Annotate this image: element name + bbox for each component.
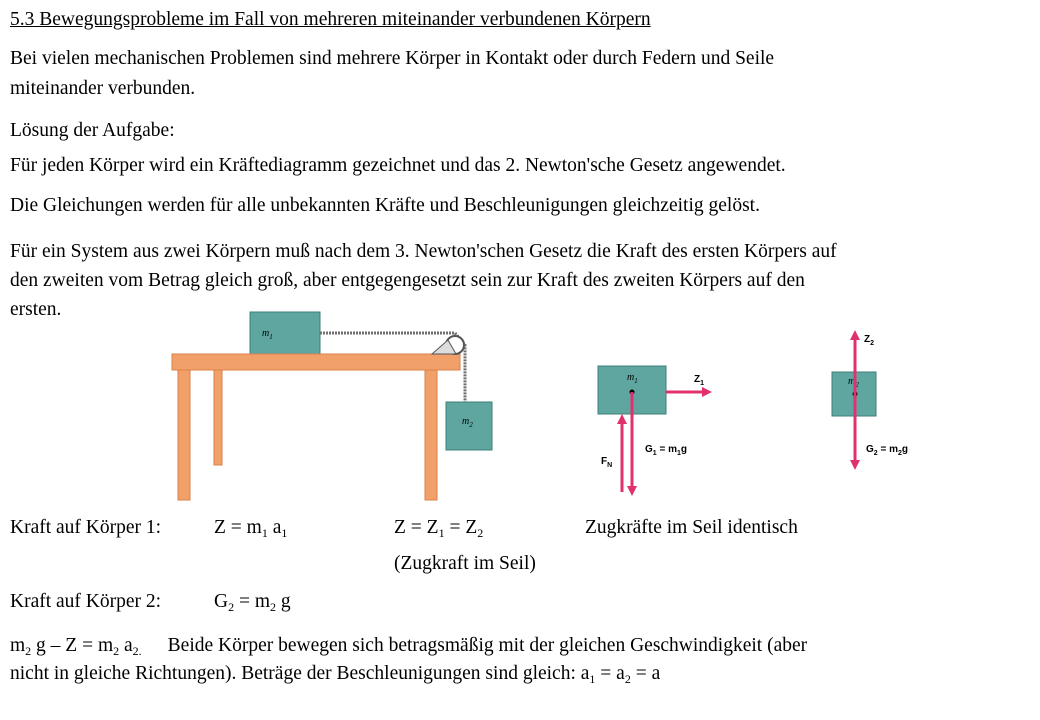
table-block-label: $m_1$ xyxy=(262,328,273,341)
fbd2-tension-label: $Z_2$ xyxy=(864,334,875,347)
fbd1-weight-label: $G_1 = m_1g$ xyxy=(645,444,687,457)
section-title: 5.3 Bewegungsprobleme im Fall von mehreren miteinander verbundenen Körpern xyxy=(10,9,651,30)
fbd2-weight-head xyxy=(850,460,860,470)
solution-heading: Lösung der Aufgabe: xyxy=(10,120,175,141)
eq1-label: Kraft auf Körper 1: xyxy=(10,517,162,538)
system-line-3: ersten. xyxy=(10,299,62,320)
eq2-formula: $G_2 = m_2$ g xyxy=(214,591,291,614)
table-block-m1 xyxy=(250,312,320,354)
eq-tension-note: (Zugkraft im Seil) xyxy=(394,553,536,574)
step-2-text: Die Gleichungen werden für alle unbekannten Kräfte und Beschleunigungen gleichzeitig gelöst. xyxy=(10,195,760,216)
intro-line-1: Bei vielen mechanischen Problemen sind mehrere Körper in Kontakt oder durch Federn und Seile xyxy=(10,48,775,69)
table-leg-left xyxy=(178,370,190,500)
intro-line-2: miteinander verbunden. xyxy=(10,78,196,99)
eq-tension-formula: $Z = Z_1 = Z_2$ xyxy=(394,517,484,540)
table-top xyxy=(172,354,460,370)
fbd1-mass-label: $m_1$ xyxy=(627,372,638,385)
fbd1-tension-head xyxy=(702,387,712,397)
fbd2-tension-head xyxy=(850,330,860,340)
fbd2-mass-label: $m_2$ xyxy=(848,376,859,389)
eq3-line-2: nicht in gleiche Richtungen). Beträge der Beschleunigungen sind gleich: $a_1 = a_2 = a$ xyxy=(10,663,661,686)
free-body-diagram-2 xyxy=(832,330,908,470)
fbd1-weight-head xyxy=(627,486,637,496)
eq1-formula: $Z = m_1$ $a_1$ xyxy=(214,517,288,540)
step-1-text: Für jeden Körper wird ein Kräftediagramm gezeichnet und das 2. Newton'sche Gesetz angewendet. xyxy=(10,155,786,176)
hanging-block-label: $m_2$ xyxy=(462,416,473,429)
table-leg-right xyxy=(425,370,437,500)
fbd1-tension-label: $Z_1$ xyxy=(694,374,705,387)
fbd1-normal-label: $F_N$ xyxy=(601,456,613,469)
eq2-label: Kraft auf Körper 2: xyxy=(10,591,162,612)
physics-figure xyxy=(0,300,1040,505)
fbd1-normal-head xyxy=(617,414,627,424)
eq3-line-1: $m_2$ $g - Z = m_2$ $a_{2.}$ Beide Körper bewegen sich betragsmäßig mit der gleichen Geschwindigkeit (aber xyxy=(10,635,808,658)
system-line-1: Für ein System aus zwei Körpern muß nach dem 3. Newton'schen Gesetz die Kraft des ersten Körpers auf xyxy=(10,241,837,262)
fbd2-weight-label: $G_2 = m_2g$ xyxy=(866,444,908,457)
table-leg-back-left xyxy=(214,370,222,465)
table-setup-diagram xyxy=(172,312,492,500)
system-line-2: den zweiten vom Betrag gleich groß, aber entgegengesetzt sein zur Kraft des zweiten Körpers auf den xyxy=(10,270,805,291)
eq-identical-note: Zugkräfte im Seil identisch xyxy=(585,517,798,538)
free-body-diagram-1 xyxy=(598,366,712,496)
